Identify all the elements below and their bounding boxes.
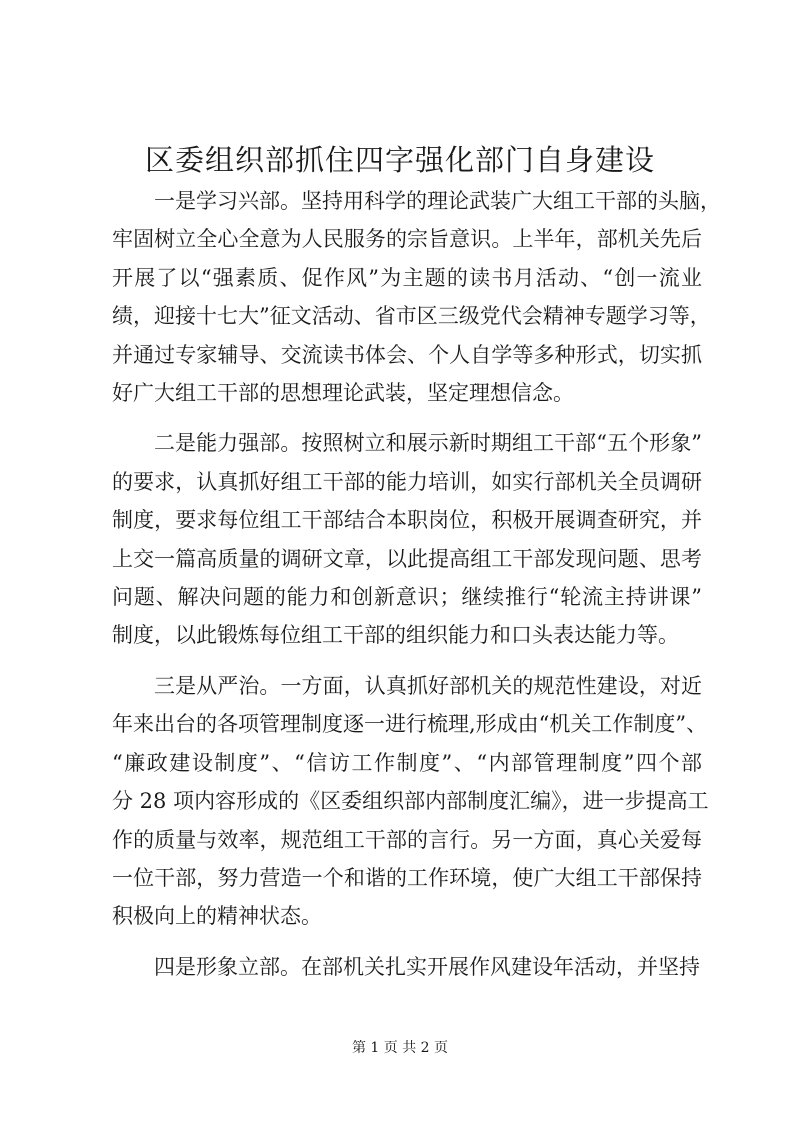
paragraph-line: 积极向上的精神状态。 xyxy=(112,904,322,929)
paragraph-line: 一是学习兴部。坚持用科学的理论武装广大组工干部的头脑， xyxy=(154,189,721,213)
paragraph-line: 制度，以此锻炼每位组工干部的组织能力和口头表达能力等。 xyxy=(112,623,679,648)
paragraph-line: 绩，迎接十七大”征文活动、省市区三级党代会精神专题学习等， xyxy=(112,304,711,329)
paragraph xyxy=(112,424,702,654)
paragraph xyxy=(112,667,709,936)
page-number-footer: 第 1 页 共 2 页 xyxy=(351,1040,449,1056)
paragraph-line: 的要求，认真抓好组工干部的能力培训，如实行部机关全员调研 xyxy=(112,469,702,494)
paragraph xyxy=(112,948,702,986)
paragraph-line: 并通过专家辅导、交流读书体会、个人自学等多种形式，切实抓 xyxy=(112,342,702,367)
paragraph-line: 上交一篇高质量的调研文章，以此提高组工干部发现问题、思考 xyxy=(112,546,702,571)
paragraph xyxy=(112,182,721,412)
document-title: 区委组织部抓住四字强化部门自身建设 xyxy=(144,143,655,177)
paragraph-line: 四是形象立部。在部机关扎实开展作风建设年活动，并坚持 xyxy=(154,954,700,979)
paragraph-line: 分 28 项内容形成的《区委组织部内部制度汇编》，进一步提高工 xyxy=(112,789,709,814)
paragraph-line: 牢固树立全心全意为人民服务的宗旨意识。上半年，部机关先后 xyxy=(112,227,702,252)
paragraph-line: 开展了以“强素质、促作风”为主题的读书月活动、“创一流业 xyxy=(112,265,702,290)
paragraph-line: 好广大组工干部的思想理论武装，坚定理想信念。 xyxy=(112,381,574,406)
paragraph-line: 一位干部，努力营造一个和谐的工作环境，使广大组工干部保持 xyxy=(112,865,702,890)
paragraph-line: “廉政建设制度”、“信访工作制度”、“内部管理制度”四个部 xyxy=(112,750,702,775)
paragraph-line: 作的质量与效率，规范组工干部的言行。另一方面，真心关爱每 xyxy=(112,827,702,852)
paragraph-line: 三是从严治。一方面，认真抓好部机关的规范性建设，对近 xyxy=(154,673,702,698)
paragraph-line: 二是能力强部。按照树立和展示新时期组工干部“五个形象” xyxy=(154,431,702,456)
paragraph-line: 问题、解决问题的能力和创新意识；继续推行“轮流主持讲课” xyxy=(112,585,702,610)
paragraph-line: 制度，要求每位组工干部结合本职岗位，积极开展调查研究，并 xyxy=(112,508,702,533)
document-body xyxy=(112,182,721,998)
paragraph-line: 年来出台的各项管理制度逐一进行梳理,形成由“机关工作制度”、 xyxy=(112,712,708,737)
